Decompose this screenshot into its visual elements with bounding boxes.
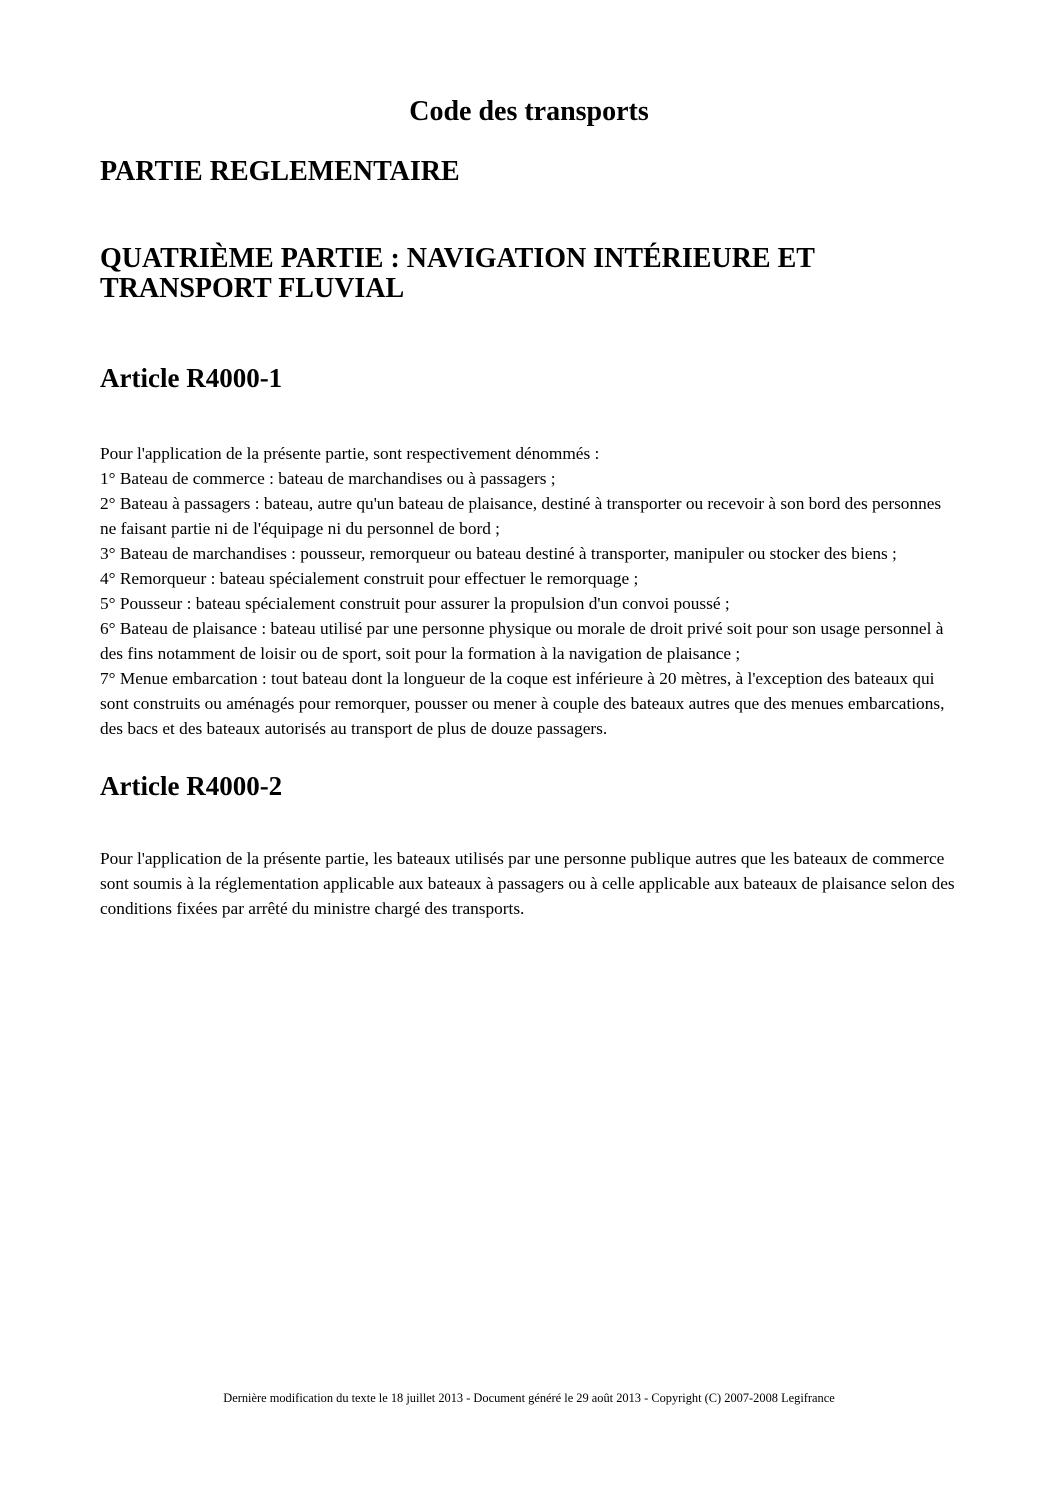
article-heading: Article R4000-2 [100,771,283,801]
paragraph-item-5: 5° Pousseur : bateau spécialement construit pour assurer la propulsion d'un convoi poussé ; [100,594,730,613]
footer-note: Dernière modification du texte le 18 juillet 2013 - Document généré le 29 août 2013 - Copyright (C) 2007-2008 Legifrance [223,1391,835,1405]
section-heading: QUATRIÈME PARTIE : NAVIGATION INTÉRIEURE ET TRANSPORT FLUVIAL [100,243,815,304]
paragraph-item-2: 2° Bateau à passagers : bateau, autre qu'un bateau de plaisance, destiné à transporter ou recevoir à son bord des personnes ne faisant partie ni de l'équipage ni du personnel de bord ; [100,494,942,538]
article-body [100,441,958,741]
article-r4000-2 [100,771,958,921]
paragraph: Pour l'application de la présente partie, les bateaux utilisés par une personne publique autres que les bateaux de commerce sont soumis à la réglementation applicable aux bateaux à passagers ou à celle applicable aux bateaux de plaisance selon des conditions fixées par arrêté du ministre chargé des transports. [100,849,955,918]
document-title: Code des transports [409,96,649,127]
article-body [100,846,958,921]
part-heading: PARTIE REGLEMENTAIRE [100,156,460,187]
article-r4000-1 [100,363,958,741]
paragraph-item-6: 6° Bateau de plaisance : bateau utilisé par une personne physique ou morale de droit privé soit pour son usage personnel à des fins notamment de loisir ou de sport, soit pour la formation à la navigation de plaisance ; [100,619,944,663]
paragraph-intro: Pour l'application de la présente partie, sont respectivement dénommés : [100,444,600,463]
paragraph-item-4: 4° Remorqueur : bateau spécialement construit pour effectuer le remorquage ; [100,569,639,588]
article-heading: Article R4000-1 [100,363,283,393]
paragraph-item-1: 1° Bateau de commerce : bateau de marchandises ou à passagers ; [100,469,556,488]
paragraph-item-7: 7° Menue embarcation : tout bateau dont la longueur de la coque est inférieure à 20 mètres, à l'exception des bateaux qui sont construits ou aménagés pour remorquer, pousser ou mener à couple des bateaux autres que des menues embarcations, des bacs et des bateaux autorisés au transport de plus de douze passagers. [100,669,945,738]
paragraph-item-3: 3° Bateau de marchandises : pousseur, remorqueur ou bateau destiné à transporter, manipuler ou stocker des biens ; [100,544,897,563]
